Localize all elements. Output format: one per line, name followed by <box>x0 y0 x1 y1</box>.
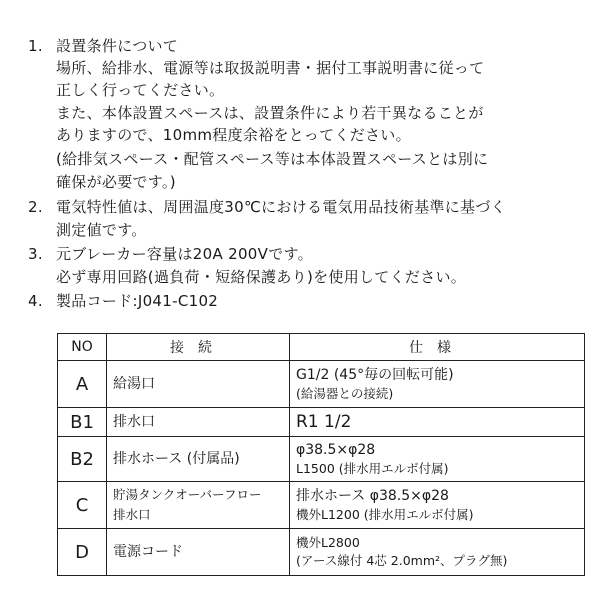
row-connection: 排水ホース (付属品) <box>107 437 290 482</box>
row-spec: R1 1/2 <box>290 408 585 437</box>
row-no: A <box>58 361 107 408</box>
row-spec: 機外L2800 (アース線付 4芯 2.0mm²、プラグ無) <box>290 529 585 576</box>
item-2-line-1: 測定値です。 <box>56 221 147 239</box>
item-1-line-3: また、本体設置スペースは、設置条件により若干異なることが <box>56 104 484 122</box>
connection-spec-table <box>57 333 585 576</box>
table-row <box>58 482 585 529</box>
item-1-line-2: 正しく行ってください。 <box>56 81 225 99</box>
row-connection: 給湯口 <box>107 361 290 408</box>
item-1-line-4: ありますので、10mm程度余裕をとってください。 <box>56 126 411 144</box>
row-no: D <box>58 529 107 576</box>
row-no: B2 <box>58 437 107 482</box>
item-1-heading: 1. 設置条件について <box>28 37 179 55</box>
row-spec: G1/2 (45°毎の回転可能) (給湯器との接続) <box>290 361 585 408</box>
row-spec: φ38.5×φ28 L1500 (排水用エルボ付属) <box>290 437 585 482</box>
item-2-heading: 2. 電気特性値は、周囲温度30℃における電気用品技術基準に基づく <box>28 198 506 216</box>
table-header-row <box>58 334 585 361</box>
row-spec: 排水ホース φ38.5×φ28 機外L1200 (排水用エルボ付属) <box>290 482 585 529</box>
row-connection: 排水口 <box>107 408 290 437</box>
item-1-line-1: 場所、給排水、電源等は取扱説明書・据付工事説明書に従って <box>56 59 485 77</box>
item-3-heading: 3. 元ブレーカー容量は20A 200Vです。 <box>28 245 313 263</box>
table-row <box>58 437 585 482</box>
table-row <box>58 408 585 437</box>
item-3-line-1: 必ず専用回路(過負荷・短絡保護あり)を使用してください。 <box>56 268 467 286</box>
row-connection: 貯湯タンクオーバーフロー 排水口 <box>107 482 290 529</box>
item-4-heading: 4. 製品コード:J041-C102 <box>28 292 219 310</box>
item-1-line-6: 確保が必要です。) <box>56 173 176 191</box>
header-connection: 接続 <box>107 334 290 361</box>
item-1-line-5: (給排気スペース・配管スペース等は本体設置スペースとは別に <box>56 150 489 168</box>
table-row <box>58 529 585 576</box>
table-row <box>58 361 585 408</box>
row-connection: 電源コード <box>107 529 290 576</box>
header-no: NO <box>58 334 107 361</box>
header-spec: 仕様 <box>290 334 585 361</box>
row-no: B1 <box>58 408 107 437</box>
row-no: C <box>58 482 107 529</box>
